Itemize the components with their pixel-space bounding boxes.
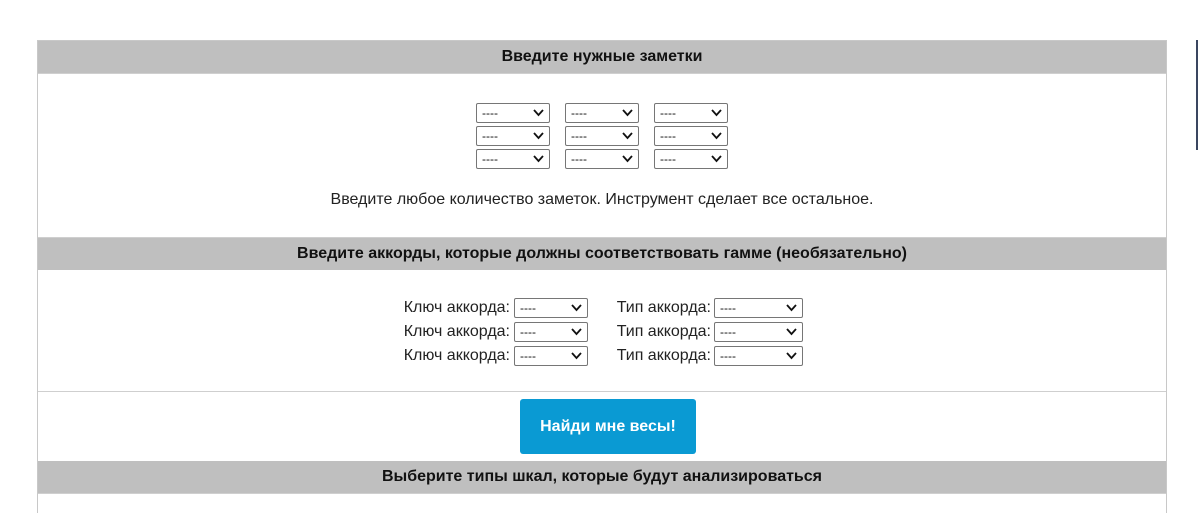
- chevron-down-icon: [711, 155, 722, 163]
- select-value: ----: [520, 301, 536, 315]
- chevron-down-icon: [786, 352, 797, 360]
- select-value: ----: [720, 325, 736, 339]
- scale-finder-panel: [37, 40, 1167, 513]
- chevron-down-icon: [622, 132, 633, 140]
- note-select[interactable]: [654, 103, 728, 123]
- chevron-down-icon: [711, 132, 722, 140]
- chord-type-select[interactable]: [714, 298, 803, 318]
- chord-type-label: Тип аккорда:: [616, 347, 711, 364]
- chevron-down-icon: [533, 132, 544, 140]
- chord-type-select[interactable]: [714, 346, 803, 366]
- note-select[interactable]: [476, 149, 550, 169]
- note-select[interactable]: [565, 149, 639, 169]
- select-value: ----: [720, 349, 736, 363]
- select-value: ----: [482, 106, 498, 120]
- select-value: ----: [571, 106, 587, 120]
- chevron-down-icon: [711, 109, 722, 117]
- select-value: ----: [571, 129, 587, 143]
- note-select[interactable]: [565, 126, 639, 146]
- select-value: ----: [482, 129, 498, 143]
- chord-key-select[interactable]: [514, 346, 588, 366]
- chevron-down-icon: [533, 155, 544, 163]
- chord-key-label: Ключ аккорда:: [403, 323, 510, 340]
- notes-section-header: Введите нужные заметки: [38, 41, 1166, 73]
- chord-type-select[interactable]: [714, 322, 803, 342]
- scales-section-header: Выберите типы шкал, которые будут анализироваться: [38, 461, 1166, 493]
- select-value: ----: [520, 325, 536, 339]
- select-value: ----: [520, 349, 536, 363]
- note-select[interactable]: [654, 149, 728, 169]
- divider: [38, 391, 1166, 392]
- find-scales-button[interactable]: Найди мне весы!: [520, 399, 696, 454]
- select-value: ----: [660, 106, 676, 120]
- chord-type-label: Тип аккорда:: [616, 299, 711, 316]
- chord-key-label: Ключ аккорда:: [403, 299, 510, 316]
- chevron-down-icon: [786, 304, 797, 312]
- note-select[interactable]: [476, 103, 550, 123]
- chevron-down-icon: [533, 109, 544, 117]
- divider: [38, 73, 1166, 74]
- notes-hint: Введите любое количество заметок. Инструмент сделает все остальное.: [330, 191, 874, 208]
- page-edge-line: [1196, 40, 1198, 150]
- chord-key-select[interactable]: [514, 322, 588, 342]
- note-select[interactable]: [476, 126, 550, 146]
- select-value: ----: [720, 301, 736, 315]
- chord-key-label: Ключ аккорда:: [403, 347, 510, 364]
- chord-key-select[interactable]: [514, 298, 588, 318]
- chords-section-header: Введите аккорды, которые должны соответствовать гамме (необязательно): [38, 237, 1166, 270]
- select-value: ----: [482, 152, 498, 166]
- chord-type-label: Тип аккорда:: [616, 323, 711, 340]
- select-value: ----: [571, 152, 587, 166]
- note-select[interactable]: [654, 126, 728, 146]
- chevron-down-icon: [622, 109, 633, 117]
- divider: [38, 493, 1166, 494]
- select-value: ----: [660, 152, 676, 166]
- chevron-down-icon: [786, 328, 797, 336]
- select-value: ----: [660, 129, 676, 143]
- note-select[interactable]: [565, 103, 639, 123]
- chevron-down-icon: [622, 155, 633, 163]
